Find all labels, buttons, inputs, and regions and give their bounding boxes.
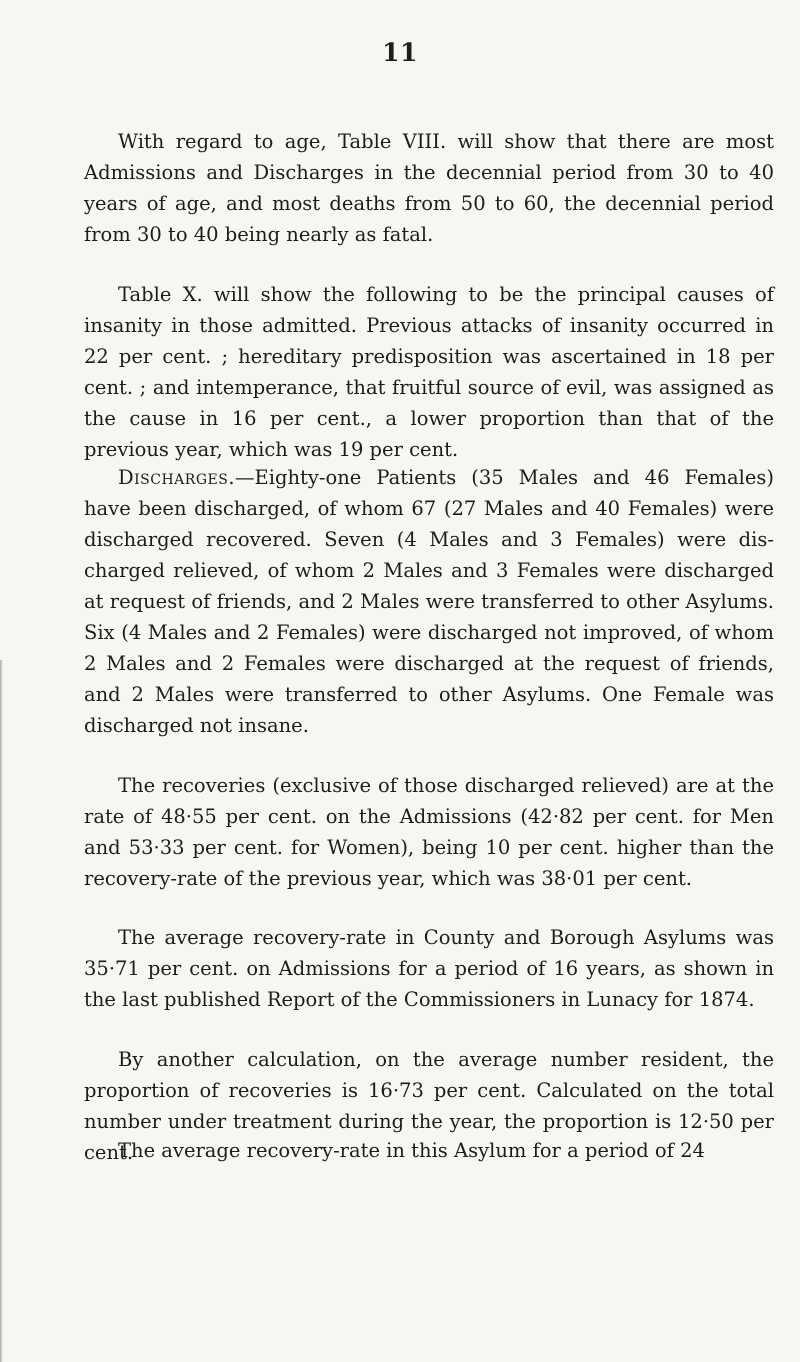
paragraph-another-calculation: By another calculation, on the average number resident, the proportion of recoveries is 16·73 per cent. Calculated on the total number under treatment during the year, the proportion is 12·50 per cent. [84,1048,774,1164]
paragraph-average-rate: The average recovery-rate in County and Borough Asylums was 35·71 per cent. on Admissions for a period of 16 years, as shown in the last published Report of the Commissioners in Lunacy for 1874. [84,926,774,1011]
discharges-heading: Discharges. [118,466,236,489]
discharges-text: —Eighty-one Patients (35 Males and 46 Females) have been discharged, of whom 67 (27 Males and 40 Females) were discharged recovered. Seven (4 Males and 3 Females) were dis- charged relieved, of whom 2 Males and 3 Females were discharged at request of friends, and 2 Males were transferred to other Asylums. Six (4 Males and 2 Females) were discharged not improved, of whom 2 Males and 2 Females were discharged at the request of friends, and 2 Males were transferred to other Asylums. One Female was discharged not insane. [84,466,774,737]
paragraph-age: With regard to age, Table VIII. will show that there are most Admissions and Discharges in the decennial period from 30 to 40 years of age, and most deaths from 50 to 60, the decennial period from 30 to 40 being nearly as fatal. [84,130,774,246]
paragraph-asylum-rate: The average recovery-rate in this Asylum for a period of 24 [118,1139,705,1162]
paragraph-recoveries: The recoveries (exclusive of those discharged relieved) are at the rate of 48·55 per cent. on the Admissions (42·82 per cent. for Men and 53·33 per cent. for Women), being 10 per cent. higher than the recovery-rate of the previous year, which was 38·01 per cent. [84,774,774,890]
page-binding-edge [0,660,3,1362]
page-number: 11 [382,38,418,67]
paragraph-discharges [84,462,774,741]
paragraph-causes: Table X. will show the following to be the principal causes of insanity in those admitted. Previous attacks of insanity occurred in 22 per cent. ; hereditary predisposition was ascertained in 18 per cent. ; and intemperance, that fruitful source of evil, was assigned as the cause in 16 per cent., a lower proportion than that of the previous year, which was 19 per cent. [84,283,774,461]
